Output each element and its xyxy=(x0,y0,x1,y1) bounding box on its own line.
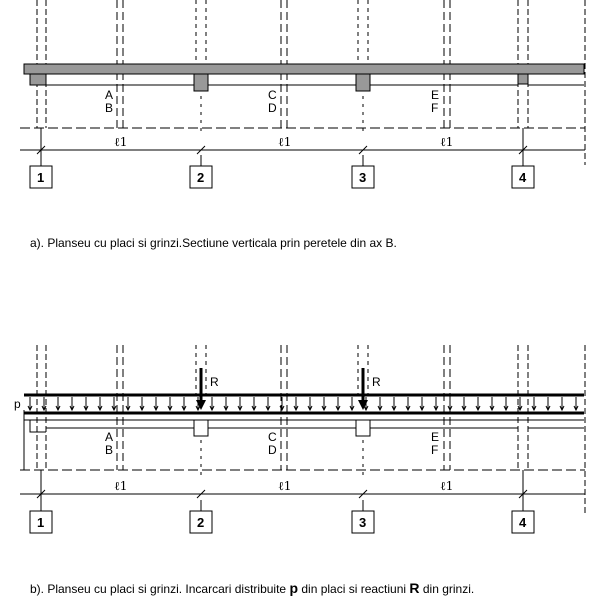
section-label-b-bottom: B xyxy=(105,101,114,115)
span-label-1-a: ℓ1 xyxy=(114,135,128,149)
caption-b-part1: b). Planseu cu placi si grinzi. Incarcari distribuite xyxy=(30,582,290,596)
section-label-e-top: E xyxy=(431,88,440,102)
axis-label-4-a: 4 xyxy=(519,170,527,185)
section-label-a-top-b: A xyxy=(105,430,114,444)
section-label-c-top: C xyxy=(268,88,277,102)
axis-label-3-a: 3 xyxy=(359,170,367,185)
caption-b xyxy=(30,580,474,596)
span-label-3-a: ℓ1 xyxy=(440,135,454,149)
section-label-a-top: A xyxy=(105,88,114,102)
section-label-d-bottom-b: D xyxy=(268,443,277,457)
span-label-2-b: ℓ1 xyxy=(278,479,292,493)
beam-axis-1-a xyxy=(30,74,46,85)
beam-axis-3-a xyxy=(356,74,370,91)
span-label-1-b: ℓ1 xyxy=(114,479,128,493)
span-label-3-b: ℓ1 xyxy=(440,479,454,493)
section-label-f-bottom: F xyxy=(431,101,439,115)
reaction-label-axis-3: R xyxy=(372,375,381,389)
section-label-c-top-b: C xyxy=(268,430,277,444)
axis-label-2-b: 2 xyxy=(197,515,205,530)
load-label-p: p xyxy=(14,397,21,411)
diagram-a xyxy=(20,0,585,188)
distributed-load-arrows xyxy=(28,397,578,410)
section-label-b-bottom-b: B xyxy=(105,443,114,457)
section-label-f-bottom-b: F xyxy=(431,443,439,457)
caption-a: a). Planseu cu placi si grinzi.Sectiune verticala prin peretele din ax B. xyxy=(30,236,397,250)
beam-axis-2-a xyxy=(194,74,208,91)
axis-label-1-b: 1 xyxy=(37,515,45,530)
axis-label-1-a: 1 xyxy=(37,170,45,185)
axis-label-4-b: 4 xyxy=(519,515,527,530)
span-label-2-a: ℓ1 xyxy=(278,135,292,149)
section-label-e-top-b: E xyxy=(431,430,440,444)
caption-b-part2: din placi si reactiuni xyxy=(298,582,410,596)
beam-axis-4-a xyxy=(518,74,528,84)
axis-label-3-b: 3 xyxy=(359,515,367,530)
caption-b-p: p xyxy=(289,580,299,596)
axis-label-2-a: 2 xyxy=(197,170,205,185)
slab-a xyxy=(24,64,584,74)
axis-leaders-a xyxy=(41,155,523,166)
diagram-b xyxy=(14,345,585,533)
caption-b-r: R xyxy=(409,580,420,596)
caption-b-part3: din grinzi. xyxy=(419,582,475,596)
axis-leaders-b xyxy=(41,500,523,511)
reaction-label-axis-2: R xyxy=(210,375,219,389)
section-label-d-bottom: D xyxy=(268,101,277,115)
